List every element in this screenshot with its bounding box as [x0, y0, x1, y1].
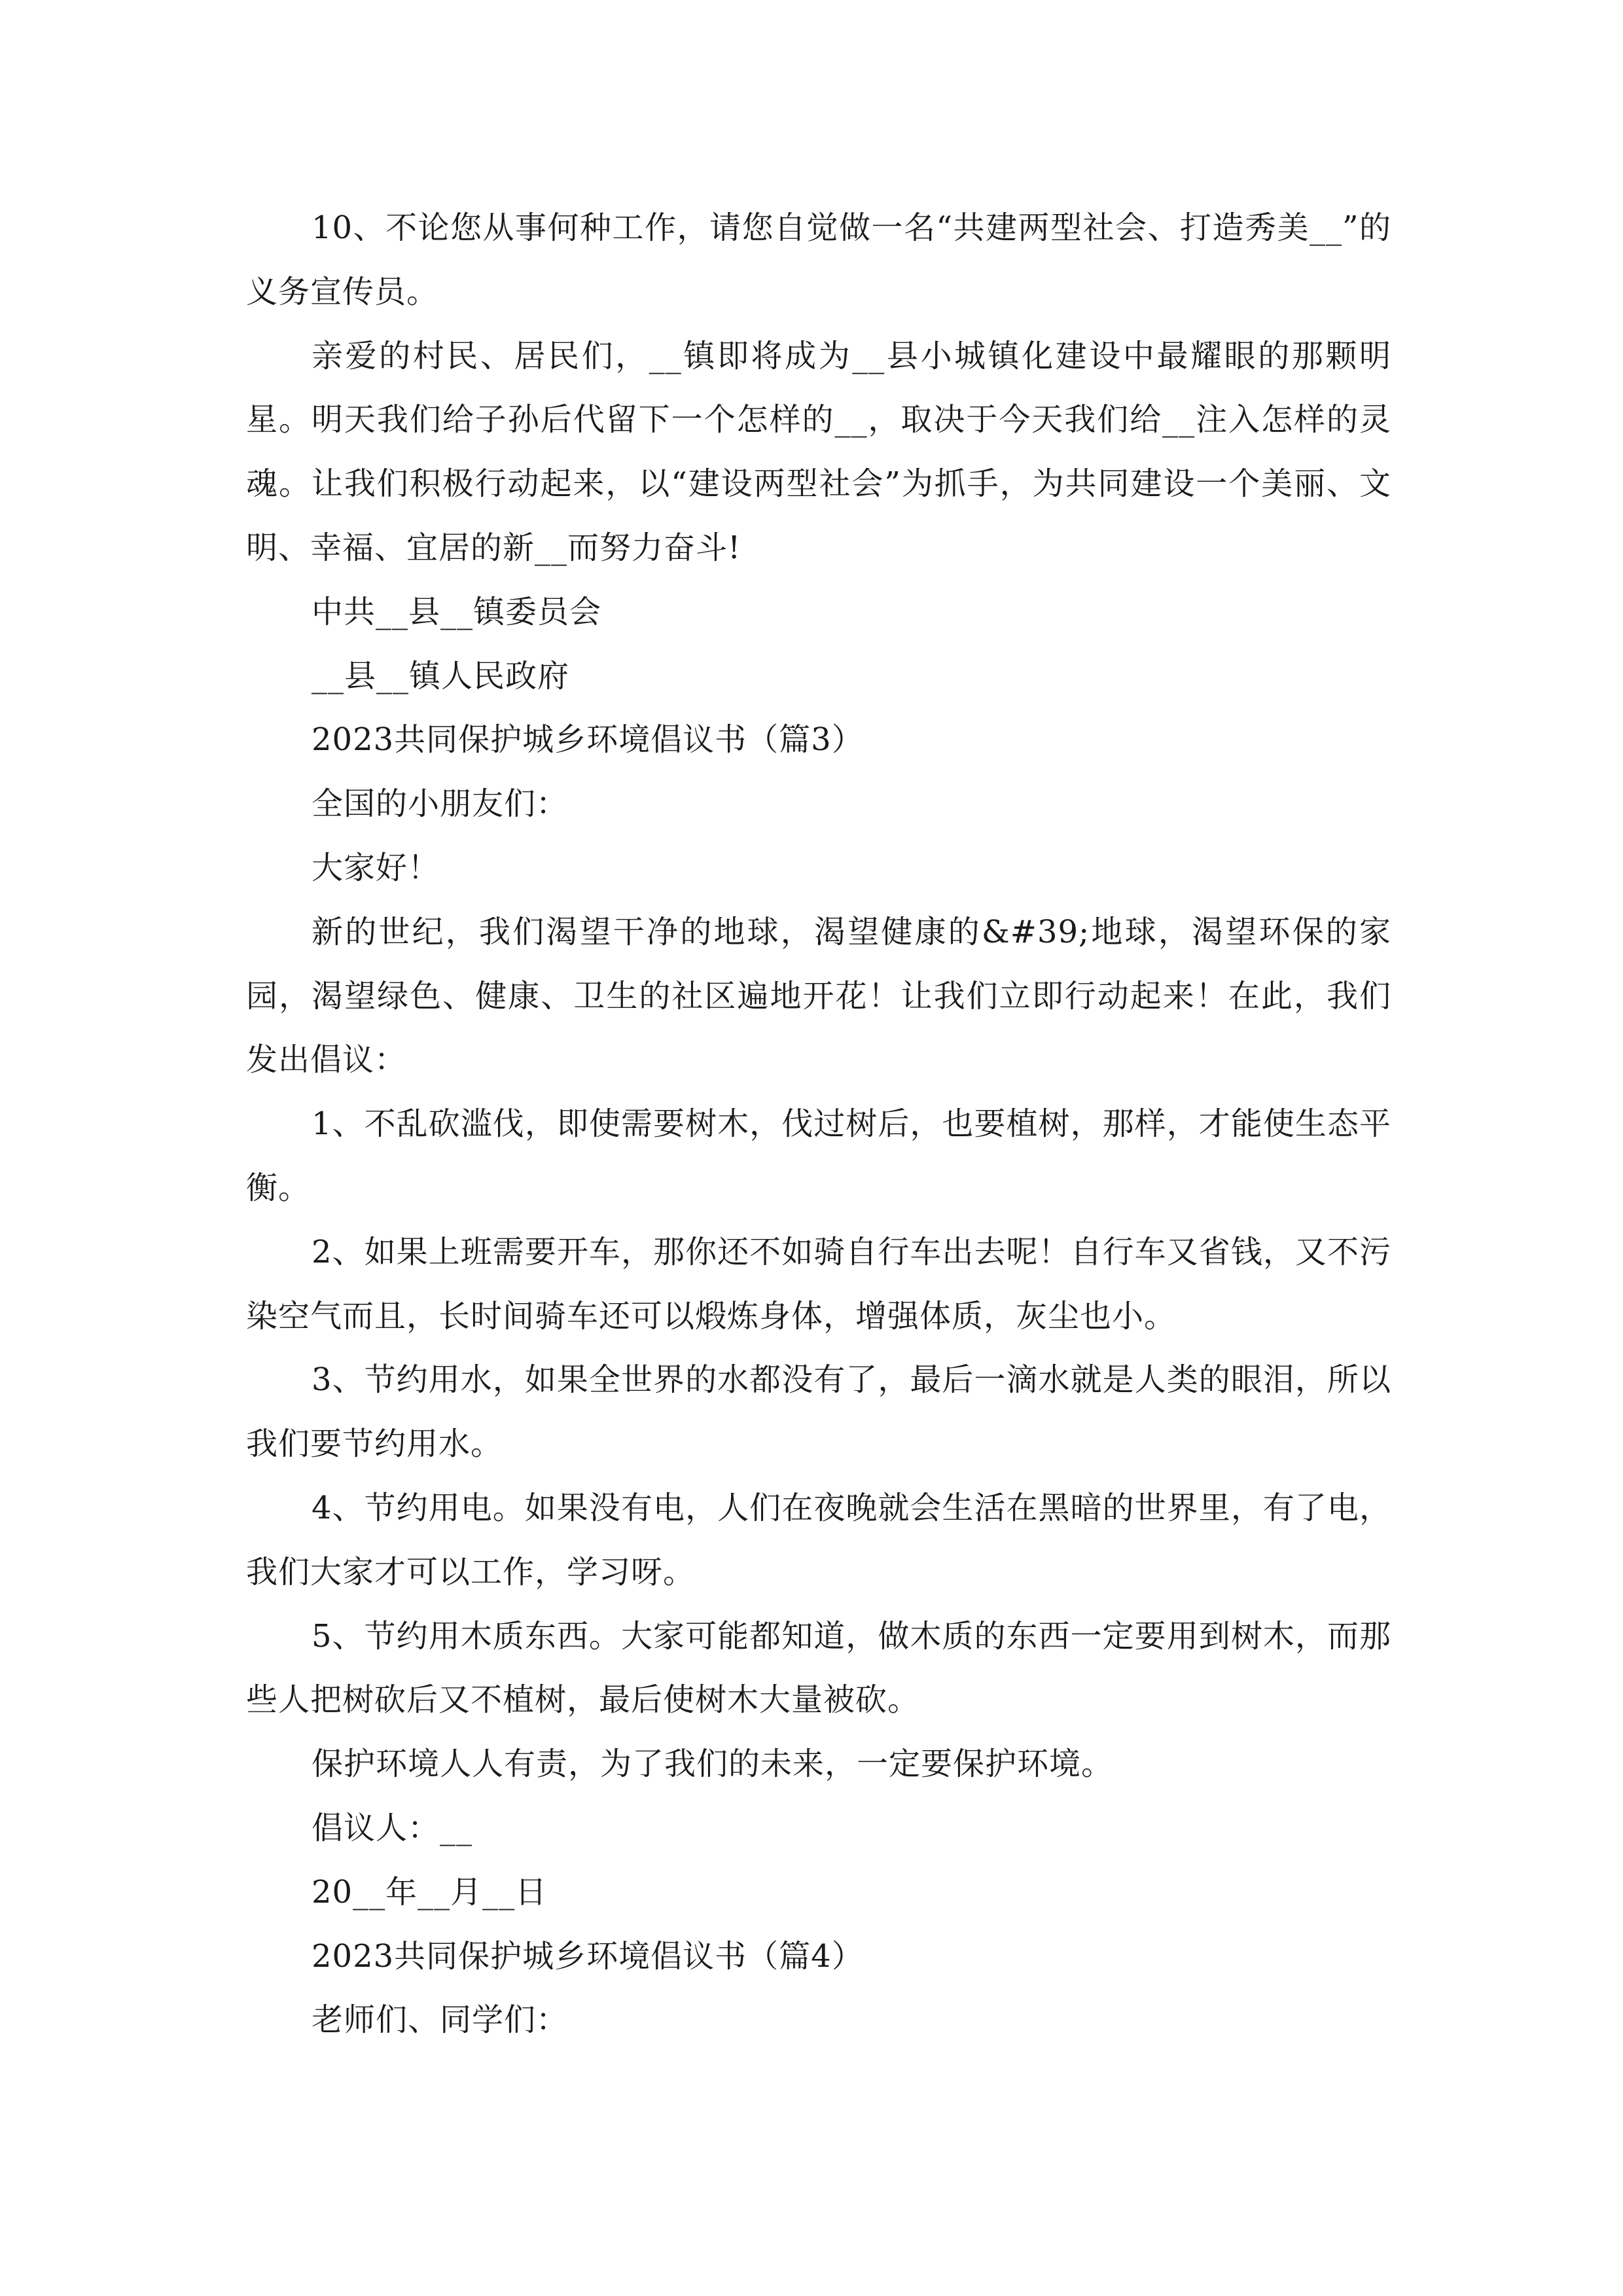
section-title-part-4: 2023共同保护城乡环境倡议书（篇4） [312, 1937, 864, 1975]
greeting: 大家好！ [312, 849, 440, 886]
proposal-item-2: 2、如果上班需要开车，那你还不如骑自行车出去呢！自行车又省钱，又不污染空气而且，长时间骑车还可以煅炼身体，增强体质，灰尘也小。 [246, 1233, 1391, 1335]
proposal-item-3: 3、节约用水，如果全世界的水都没有了，最后一滴水就是人类的眼泪，所以我们要节约用水。 [246, 1361, 1391, 1463]
section-title-part-3: 2023共同保护城乡环境倡议书（篇3） [312, 721, 864, 759]
proposal-item-1: 1、不乱砍滥伐，即使需要树木，伐过树后，也要植树，那样，才能使生态平衡。 [246, 1105, 1391, 1206]
document-body [246, 196, 1391, 2053]
signature-government: __县__镇人民政府 [312, 657, 570, 694]
proposal-item-5: 5、节约用木质东西。大家可能都知道，做木质的东西一定要用到树木，而那些人把树砍后又不植树，最后使树木大量被砍。 [246, 1617, 1391, 1719]
signature-party-committee: 中共__县__镇委员会 [312, 593, 602, 630]
conclusion-paragraph: 保护环境人人有责，为了我们的未来，一定要保护环境。 [312, 1746, 1114, 1783]
intro-paragraph: 新的世纪，我们渴望干净的地球，渴望健康的&#39;地球，渴望环保的家园，渴望绿色、健康、卫生的社区遍地开花！让我们立即行动起来！在此，我们发出倡议： [246, 913, 1391, 1079]
salutation-part-4: 老师们、同学们： [312, 2001, 569, 2039]
paragraph-item-10: 10、不论您从事何种工作，请您自觉做一名“共建两型社会、打造秀美__”的义务宣传员。 [246, 209, 1391, 310]
closing-appeal-paragraph: 亲爱的村民、居民们，__镇即将成为__县小城镇化建设中最耀眼的那颗明星。明天我们给子孙后代留下一个怎样的__，取决于今天我们给__注入怎样的灵魂。让我们积极行动起来，以“建设两型社会”为抓手，为共同建设一个美丽、文明、幸福、宜居的新__而努力奋斗! [246, 337, 1391, 566]
salutation: 全国的小朋友们： [312, 785, 569, 823]
proposer-line: 倡议人：__ [312, 1809, 473, 1846]
date-line: 20__年__月__日 [312, 1873, 548, 1910]
proposal-item-4: 4、节约用电。如果没有电，人们在夜晚就会生活在黑暗的世界里，有了电，我们大家才可以工作，学习呀。 [246, 1489, 1391, 1590]
